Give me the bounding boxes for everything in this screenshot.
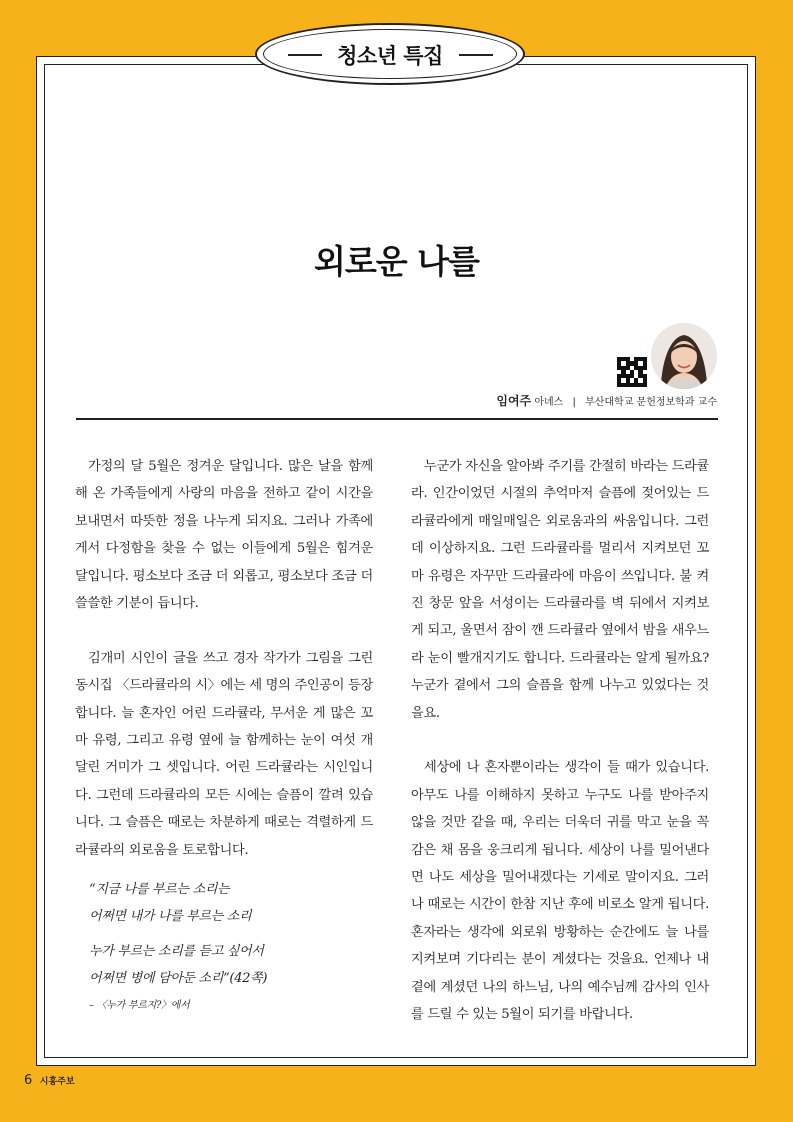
badge-right-line (459, 54, 493, 56)
poem-line: 어쩌면 내가 나를 부르는 소리 (89, 909, 252, 925)
right-column (411, 453, 709, 1056)
body-paragraph: 세상에 나 혼자뿐이라는 생각이 들 때가 있습니다. 아무도 나를 이해하지 못하고 누구도 나를 받아주지 않을 것만 같을 때, 우리는 더욱더 귀를 막고 눈을 꼭 감은 채 몸을 웅크리게 됩니다. 세상이 나를 밀어낸다면 나도 세상을 밀어내겠다는 기세로 말이지요. 그러나 때로는 시간이 한참 지난 후에 비로소 알게 됩니다. 혼자라는 생각에 외로워 방황하는 순간에도 늘 나를 지켜보며 기다리는 분이 계셨다는 것을요. 언제나 내 곁에 계셨던 나의 하느님, 나의 예수님께 감사의 인사를 드릴 수 있는 5월이 되기를 바랍니다. (411, 760, 709, 1023)
body-paragraph: 가정의 달 5월은 정겨운 달입니다. 많은 날을 함께 해 온 가족들에게 사랑의 마음을 전하고 같이 시간을 보내면서 따뜻한 정을 나누게 되지요. 그러나 가족에게서 다정함을 찾을 수 없는 이들에게 5월은 힘겨운 달입니다. 평소보다 조금 더 외롭고, 평소보다 조금 더 쓸쓸한 기분이 듭니다. (75, 459, 373, 612)
author-affiliation: 부산대학교 문헌정보학과 교수 (585, 397, 717, 408)
left-column (75, 453, 373, 1014)
article-title: 외로운 나를 (314, 242, 479, 281)
badge-left-line (288, 54, 322, 56)
author-photo (651, 323, 717, 389)
page-footer (24, 1073, 75, 1088)
poem-line: 어쩌면 병에 담아둔 소리”(42쪽) (89, 971, 268, 987)
poem-quote (89, 876, 373, 1014)
poem-line: 누가 부르는 소리를 듣고 싶어서 (89, 944, 264, 960)
section-badge-label: 청소년 특집 (337, 44, 443, 68)
body-paragraph: 누군가 자신을 알아봐 주기를 간절히 바라는 드라큘라. 인간이었던 시절의 추억마저 슬픔에 젖어있는 드라큘라에게 매일매일은 외로움과의 싸움입니다. 그런데 이상하지요. 그런 드라큘라를 멀리서 지켜보던 꼬마 유령은 자꾸만 드라큘라에 마음이 쓰입니다. 불 켜진 창문 앞을 서성이는 드라큘라를 벽 뒤에서 지켜보게 되고, 울면서 잠이 깬 드라큘라 옆에서 밤을 새우느라 눈이 빨개지기도 합니다. 드라큘라는 알게 될까요? 누군가 곁에서 그의 슬픔을 함께 나누고 있었다는 것을요. (411, 459, 709, 721)
page-number: 6 (24, 1073, 33, 1088)
author-baptismal-name: 아녜스 (534, 397, 564, 408)
qr-code-icon[interactable] (617, 357, 647, 387)
poem-line: “지금 나를 부르는 소리는 (89, 882, 230, 898)
author-name: 임여주 (496, 394, 532, 408)
poem-source: – 〈누가 부르지?〉에서 (89, 1000, 190, 1012)
publication-name: 시흥주보 (39, 1077, 75, 1087)
author-portrait-icon (651, 323, 717, 389)
byline-separator: | (572, 397, 576, 408)
author-byline (496, 392, 717, 409)
header-rule (76, 418, 718, 420)
body-paragraph: 김개미 시인이 글을 쓰고 경자 작가가 그림을 그린 동시집 〈드라큘라의 시〉에는 세 명의 주인공이 등장합니다. 늘 혼자인 어린 드라큘라, 무서운 게 많은 꼬마 유령, 그리고 유령 옆에 늘 함께하는 눈이 여섯 개 달린 거미가 그 셋입니다. 어린 드라큘라는 시인입니다. 그런데 드라큘라의 모든 시에는 슬픔이 깔려 있습니다. 그 슬픔은 때로는 차분하게 때로는 격렬하게 드라큘라의 외로움을 토로합니다. (75, 650, 373, 858)
